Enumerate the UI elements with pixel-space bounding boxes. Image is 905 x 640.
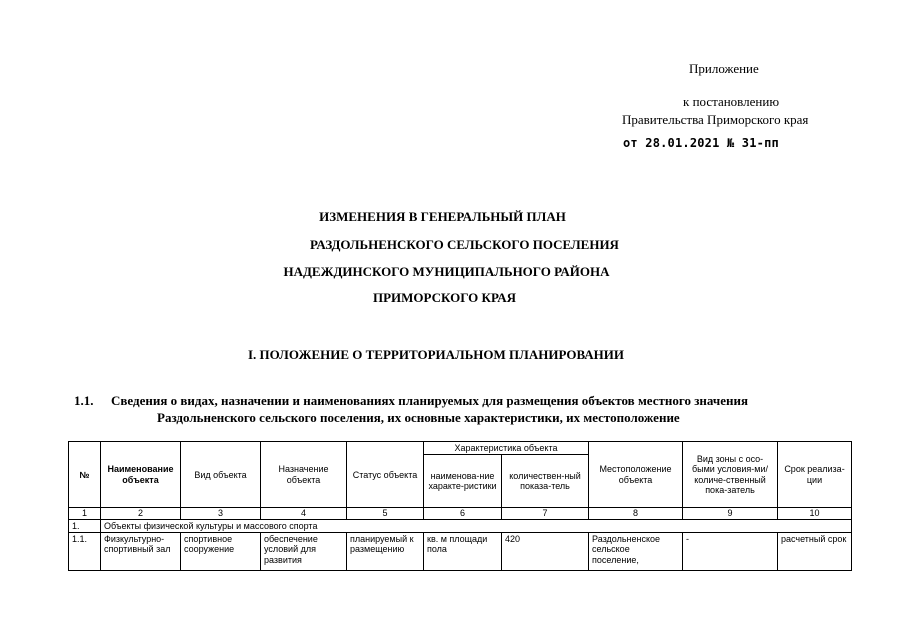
resolution-label: к постановлению (683, 94, 780, 109)
column-number: 10 (778, 508, 852, 519)
header-char-value: количествен-ный показа-тель (502, 455, 589, 508)
section-row-num: 1. (69, 519, 101, 532)
subsection-title-line-2: Раздольненского сельского поселения, их основные характеристики, их местоположение (157, 410, 680, 425)
subsection-number: 1.1. (74, 393, 94, 408)
row-num: 1.1. (69, 533, 101, 571)
header-purpose: Назначение объекта (261, 442, 347, 508)
header-term: Срок реализа-ции (778, 442, 852, 508)
section-row (69, 519, 852, 532)
row-term: расчетный срок (778, 533, 852, 571)
row-char-name: кв. м площади пола (424, 533, 502, 571)
header-characteristic-group: Характеристика объекта (424, 442, 589, 455)
header-name: Наименование объекта (101, 442, 181, 508)
column-number: 5 (347, 508, 424, 519)
subsection-title-line-1: Сведения о видах, назначении и наименованиях планируемых для размещения объектов местного значения (111, 393, 749, 408)
objects-table (68, 441, 852, 571)
government-label: Правительства Приморского края (622, 112, 809, 127)
section-row-label: Объекты физической культуры и массового спорта (101, 519, 852, 532)
column-number: 7 (502, 508, 589, 519)
header-location: Местоположение объекта (589, 442, 683, 508)
header-status: Статус объекта (347, 442, 424, 508)
title-line-1: ИЗМЕНЕНИЯ В ГЕНЕРАЛЬНЫЙ ПЛАН (319, 209, 566, 224)
row-purpose: обеспечение условий для развития (261, 533, 347, 571)
header-type: Вид объекта (181, 442, 261, 508)
row-char-value: 420 (502, 533, 589, 571)
column-number: 9 (683, 508, 778, 519)
row-location: Раздольненское сельское поселение, (589, 533, 683, 571)
row-type: спортивное сооружение (181, 533, 261, 571)
column-number: 4 (261, 508, 347, 519)
appendix-label: Приложение (689, 61, 759, 76)
column-numbers-row (69, 508, 852, 519)
header-char-name: наименова-ние характе-ристики (424, 455, 502, 508)
row-status: планируемый к размещению (347, 533, 424, 571)
column-number: 8 (589, 508, 683, 519)
column-number: 1 (69, 508, 101, 519)
column-number: 3 (181, 508, 261, 519)
row-zone: - (683, 533, 778, 571)
header-zone: Вид зоны с осо-быми условия-ми/ количе-ственный пока-затель (683, 442, 778, 508)
title-line-4: ПРИМОРСКОГО КРАЯ (372, 290, 517, 305)
title-line-2: РАЗДОЛЬНЕНСКОГО СЕЛЬСКОГО ПОСЕЛЕНИЯ (310, 237, 619, 252)
column-number: 2 (101, 508, 181, 519)
table-row (69, 533, 852, 571)
section-title: I. ПОЛОЖЕНИЕ О ТЕРРИТОРИАЛЬНОМ ПЛАНИРОВАНИИ (248, 347, 625, 362)
column-number: 6 (424, 508, 502, 519)
row-name: Физкультурно-спортивный зал (101, 533, 181, 571)
title-line-3: НАДЕЖДИНСКОГО МУНИЦИПАЛЬНОГО РАЙОНА (283, 264, 610, 279)
header-num: № (69, 442, 101, 508)
date-number-stamp: от 28.01.2021 № 31-пп (623, 136, 779, 150)
